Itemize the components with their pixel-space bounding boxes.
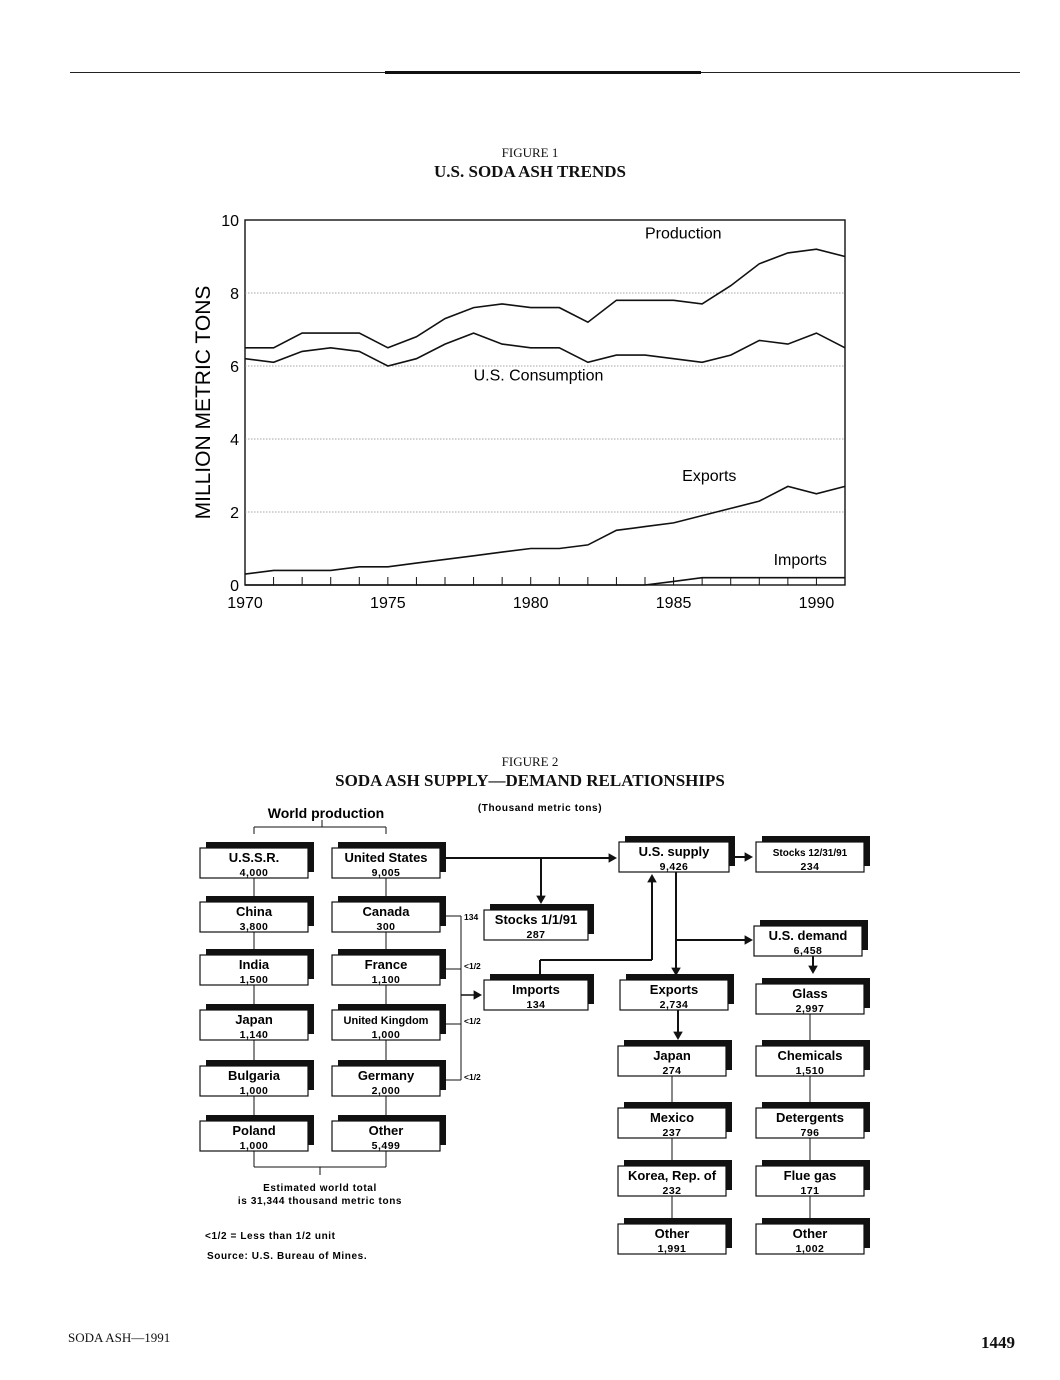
country-box-right-1-name: Canada xyxy=(362,904,410,919)
legend-note: <1/2 = Less than 1/2 unit xyxy=(205,1231,336,1242)
arrowhead xyxy=(808,966,818,974)
y-tick-label: 4 xyxy=(230,432,239,449)
country-box-right-0 xyxy=(332,842,446,879)
demand-use-box-4-value: 1,002 xyxy=(795,1243,825,1255)
footer-section-title: SODA ASH—1991 xyxy=(68,1330,171,1345)
country-box-right-5-value: 5,499 xyxy=(371,1140,401,1152)
imports-box-value: 134 xyxy=(526,999,546,1011)
exports-box xyxy=(620,974,734,1011)
country-box-right-5 xyxy=(332,1115,446,1152)
series-line-imports xyxy=(245,578,845,585)
y-axis-label: MILLION METRIC TONS xyxy=(192,285,215,520)
figure2-label: FIGURE 2 xyxy=(501,754,559,769)
arrowhead xyxy=(609,853,617,863)
export-destination-box-0-value: 274 xyxy=(662,1065,682,1077)
series-line-exports xyxy=(245,486,845,574)
series-label-imports: Imports xyxy=(773,551,827,569)
figure2-title: SODA ASH SUPPLY—DEMAND RELATIONSHIPS xyxy=(335,771,725,790)
country-box-right-3 xyxy=(332,1004,446,1041)
country-box-left-0-value: 4,000 xyxy=(239,867,269,879)
export-destination-box-3-value: 1,991 xyxy=(657,1243,687,1255)
export-destination-box-1 xyxy=(618,1102,732,1139)
demand-use-box-1-value: 1,510 xyxy=(795,1065,825,1077)
demand-use-box-1 xyxy=(756,1040,870,1077)
country-box-right-4 xyxy=(332,1060,446,1097)
figure1-title: U.S. SODA ASH TRENDS xyxy=(434,162,626,181)
import-flow-label: <1/2 xyxy=(464,1016,481,1026)
country-box-left-5 xyxy=(200,1115,314,1152)
country-box-right-2-value: 1,100 xyxy=(371,974,401,986)
import-flow-label: <1/2 xyxy=(464,961,481,971)
x-tick-label: 1980 xyxy=(512,595,549,612)
us-demand-box xyxy=(754,920,868,957)
export-destination-box-1-value: 237 xyxy=(662,1127,682,1139)
country-box-right-4-value: 2,000 xyxy=(371,1085,401,1097)
country-box-left-2 xyxy=(200,949,314,986)
export-destination-box-2-name: Korea, Rep. of xyxy=(627,1168,717,1183)
country-box-right-0-value: 9,005 xyxy=(371,867,401,879)
top-rule-accent xyxy=(385,71,701,74)
supply-demand-diagram xyxy=(0,800,1060,1280)
imports-box-name: Imports xyxy=(512,982,560,997)
us-supply-box-value: 9,426 xyxy=(659,861,689,873)
country-box-left-1 xyxy=(200,896,314,933)
arrowhead xyxy=(745,935,753,945)
us-demand-box-name: U.S. demand xyxy=(768,928,848,943)
country-box-left-5-value: 1,000 xyxy=(239,1140,269,1152)
country-box-left-4 xyxy=(200,1060,314,1097)
world-total-line2: is 31,344 thousand metric tons xyxy=(237,1196,403,1207)
diagram-group xyxy=(200,803,870,1262)
country-box-left-2-value: 1,500 xyxy=(239,974,269,986)
units-note: (Thousand metric tons) xyxy=(477,803,603,814)
country-box-right-2-name: France xyxy=(364,957,408,972)
export-destination-box-3 xyxy=(618,1218,732,1255)
country-box-left-1-name: China xyxy=(235,904,273,919)
country-box-left-5-name: Poland xyxy=(232,1123,276,1138)
export-destination-box-3-name: Other xyxy=(654,1226,690,1241)
y-tick-label: 0 xyxy=(230,578,239,595)
import-flow-label: 134 xyxy=(464,912,479,922)
demand-use-box-2-name: Detergents xyxy=(776,1110,844,1125)
figure1-label: FIGURE 1 xyxy=(501,145,559,160)
arrowhead xyxy=(673,1032,683,1040)
country-box-right-3-value: 1,000 xyxy=(371,1029,401,1041)
export-destination-box-0-name: Japan xyxy=(653,1048,691,1063)
world-production-heading: World production xyxy=(267,805,385,821)
country-box-left-3-value: 1,140 xyxy=(239,1029,269,1041)
us-demand-box-value: 6,458 xyxy=(793,945,823,957)
series-label-u-s-consumption: U.S. Consumption xyxy=(473,367,604,385)
series-label-exports: Exports xyxy=(682,467,737,485)
demand-use-box-3-value: 171 xyxy=(800,1185,820,1197)
country-box-right-2 xyxy=(332,949,446,986)
x-tick-label: 1990 xyxy=(798,595,835,612)
arrowhead xyxy=(536,896,546,904)
demand-use-box-0-value: 2,997 xyxy=(795,1003,825,1015)
export-destination-box-2 xyxy=(618,1160,732,1197)
exports-box-value: 2,734 xyxy=(659,999,689,1011)
y-tick-label: 2 xyxy=(230,505,239,522)
country-box-left-3-name: Japan xyxy=(235,1012,273,1027)
demand-use-box-4 xyxy=(756,1218,870,1255)
export-destination-box-2-value: 232 xyxy=(662,1185,682,1197)
world-total-line1: Estimated world total xyxy=(263,1183,377,1194)
us-supply-box-name: U.S. supply xyxy=(638,844,710,859)
us-supply-box xyxy=(619,836,735,873)
demand-use-box-4-name: Other xyxy=(792,1226,828,1241)
x-tick-label: 1975 xyxy=(370,595,406,612)
y-tick-label: 8 xyxy=(230,286,239,303)
page-number: 1449 xyxy=(981,1333,1015,1352)
country-box-left-3 xyxy=(200,1004,314,1041)
country-box-right-5-name: Other xyxy=(368,1123,404,1138)
demand-use-box-0-name: Glass xyxy=(792,986,828,1001)
country-box-left-1-value: 3,800 xyxy=(239,921,269,933)
y-tick-label: 10 xyxy=(221,213,239,230)
source-note: Source: U.S. Bureau of Mines. xyxy=(207,1251,368,1262)
country-box-right-4-name: Germany xyxy=(357,1068,415,1083)
stocks-end-box-name: Stocks 12/31/91 xyxy=(772,848,848,859)
country-box-right-1-value: 300 xyxy=(376,921,396,933)
country-box-left-0 xyxy=(200,842,314,879)
arrowhead xyxy=(745,852,753,862)
series-label-production: Production xyxy=(645,225,722,243)
exports-box-name: Exports xyxy=(649,982,699,997)
demand-use-box-2-value: 796 xyxy=(800,1127,820,1139)
demand-use-box-2 xyxy=(756,1102,870,1139)
country-box-right-0-name: United States xyxy=(344,850,428,865)
arrowhead xyxy=(474,990,482,1000)
export-destination-box-0 xyxy=(618,1040,732,1077)
country-box-left-0-name: U.S.S.R. xyxy=(228,850,280,865)
x-tick-label: 1970 xyxy=(227,595,263,612)
stocks-end-box xyxy=(756,836,870,873)
country-box-left-4-name: Bulgaria xyxy=(227,1068,281,1083)
stocks-start-box-value: 287 xyxy=(526,929,546,941)
demand-use-box-0 xyxy=(756,978,870,1015)
export-destination-box-1-name: Mexico xyxy=(649,1110,695,1125)
demand-use-box-3-name: Flue gas xyxy=(783,1168,837,1183)
soda-ash-trends-chart xyxy=(180,205,880,625)
country-box-right-1 xyxy=(332,896,446,933)
stocks-end-box-value: 234 xyxy=(800,861,820,873)
demand-use-box-1-name: Chemicals xyxy=(777,1048,843,1063)
series-line-u-s-consumption xyxy=(245,333,845,366)
y-tick-label: 6 xyxy=(230,359,239,376)
stocks-start-box xyxy=(484,904,594,941)
x-tick-label: 1985 xyxy=(655,595,692,612)
country-box-left-4-value: 1,000 xyxy=(239,1085,269,1097)
stocks-start-box-name: Stocks 1/1/91 xyxy=(494,912,578,927)
series-line-production xyxy=(245,249,845,348)
country-box-right-3-name: United Kingdom xyxy=(343,1015,429,1027)
arrowhead xyxy=(647,874,657,882)
country-box-left-2-name: India xyxy=(238,957,270,972)
demand-use-box-3 xyxy=(756,1160,870,1197)
plot-frame xyxy=(245,220,845,585)
import-flow-label: <1/2 xyxy=(464,1072,481,1082)
